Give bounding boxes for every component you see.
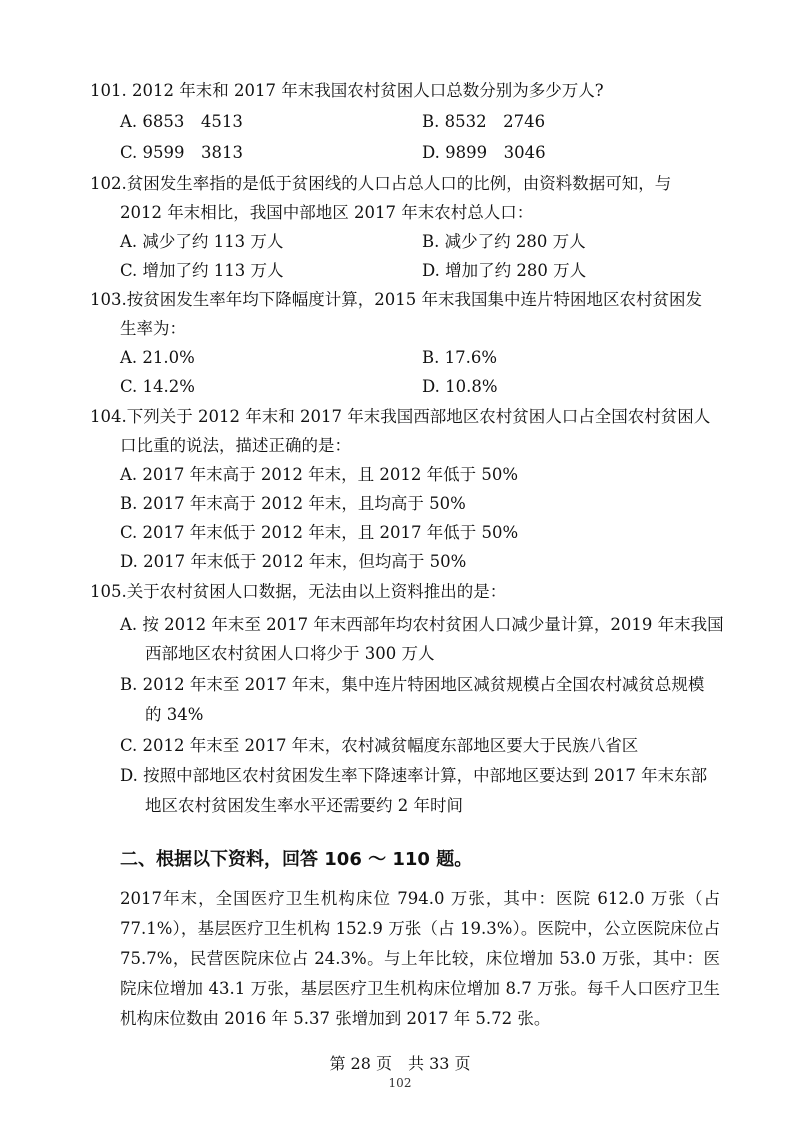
question-103-stem: 103.按贫困发生率年均下降幅度计算，2015 年末我国集中连片特困地区农村贫困发: [90, 290, 702, 309]
question-105-stem: 105.关于农村贫困人口数据，无法由以上资料推出的是：: [90, 582, 507, 601]
question-104-option-c: C. 2017 年末低于 2012 年末，且 2017 年低于 50%: [120, 523, 519, 542]
question-102-option-d: D. 增加了约 280 万人: [422, 261, 587, 280]
question-104-option-b: B. 2017 年末高于 2012 年末，且均高于 50%: [120, 494, 466, 513]
question-103-option-d: D. 10.8%: [422, 377, 498, 396]
page-footer-label: 第 28 页 共 33 页: [329, 1054, 471, 1073]
question-105-option-b: B. 2012 年末至 2017 年末，集中连片特困地区减贫规模占全国农村减贫总规模: [120, 675, 705, 694]
question-104-stem: 104.下列关于 2012 年末和 2017 年末我国西部地区农村贫困人口占全国农村贫困人: [90, 407, 711, 426]
question-101-option-a: A. 6853 4513: [120, 112, 243, 131]
question-103-stem-cont: 生率为：: [120, 319, 186, 338]
question-102-option-c: C. 增加了约 113 万人: [120, 261, 284, 280]
question-101-stem: 101. 2012 年末和 2017 年末我国农村贫困人口总数分别为多少万人?: [90, 81, 604, 100]
question-105-option-b-cont: 的 34%: [145, 705, 204, 724]
question-105-option-d-cont: 地区农村贫困发生率水平还需要约 2 年时间: [145, 796, 463, 815]
question-102-stem: 102.贫困发生率指的是低于贫困线的人口占总人口的比例，由资料数据可知，与: [90, 174, 672, 193]
question-103-option-c: C. 14.2%: [120, 377, 195, 396]
question-104-option-d: D. 2017 年末低于 2012 年末，但均高于 50%: [120, 552, 467, 571]
question-105-option-c: C. 2012 年末至 2017 年末，农村减贫幅度东部地区要大于民族八省区: [120, 736, 639, 755]
question-104-stem-cont: 口比重的说法，描述正确的是：: [120, 436, 351, 455]
question-105-option-a: A. 按 2012 年末至 2017 年末西部年均农村贫困人口减少量计算，2019 年末我国: [120, 615, 724, 634]
question-103-option-a: A. 21.0%: [120, 348, 195, 367]
question-104-option-a: A. 2017 年末高于 2012 年末，且 2012 年低于 50%: [120, 465, 519, 484]
material-paragraph: 2017年末，全国医疗卫生机构床位 794.0 万张，其中：医院 612.0 万张（占 77.1%），基层医疗卫生机构 152.9 万张（占 19.3%）。医院中，公立医院床位占 75.7%，民营医院床位占 24.3%。与上年比较，床位增加 53.0 万张，其中：医院床位增加 43.1 万张，基层医疗卫生机构床位增加 8.7 万张。每千人口医疗卫生机构床位数由 2016 年 5.37 张增加到 2017 年 5.72 张。: [120, 889, 720, 1028]
question-103-option-b: B. 17.6%: [422, 348, 498, 367]
question-102-stem-cont: 2012 年末相比，我国中部地区 2017 年末农村总人口：: [120, 203, 534, 222]
question-102-option-a: A. 减少了约 113 万人: [120, 232, 284, 251]
question-105-option-a-cont: 西部地区农村贫困人口将少于 300 万人: [145, 644, 435, 663]
question-105-option-d: D. 按照中部地区农村贫困发生率下降速率计算，中部地区要达到 2017 年末东部: [120, 766, 708, 785]
question-101-option-b: B. 8532 2746: [422, 112, 546, 131]
question-101-option-d: D. 9899 3046: [422, 143, 546, 162]
question-101-option-c: C. 9599 3813: [120, 143, 244, 162]
question-102-option-b: B. 减少了约 280 万人: [422, 232, 586, 251]
section-heading: 二、根据以下资料，回答 106 ～ 110 题。: [120, 849, 473, 870]
page-number: 102: [388, 1076, 412, 1090]
